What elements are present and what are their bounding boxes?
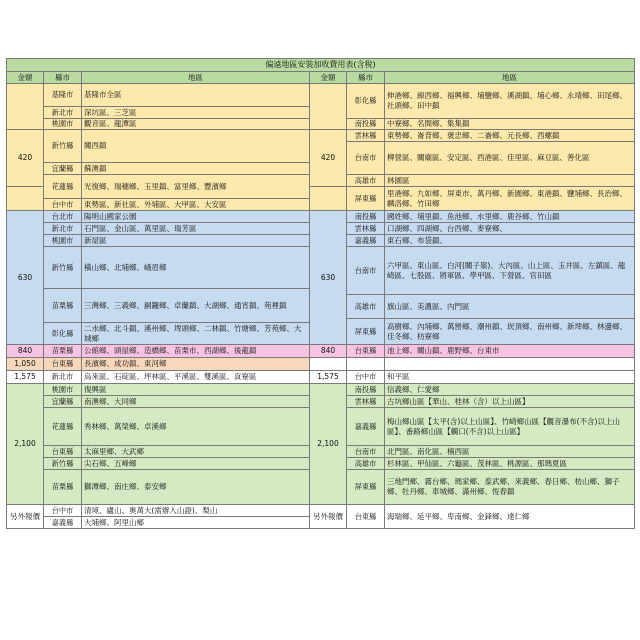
county-cell: 宜蘭縣 — [44, 163, 82, 175]
county-cell: 高雄市 — [347, 295, 385, 319]
area-cell: 太麻里鄉、大武鄉 — [82, 446, 310, 458]
county-cell: 花蓮縣 — [44, 175, 82, 199]
county-cell: 嘉義縣 — [347, 408, 385, 446]
area-cell: 基隆市全區 — [82, 84, 310, 107]
header-amount-right: 金額 — [310, 72, 347, 84]
area-cell: 北門區、南化區、楠西區 — [385, 446, 635, 458]
county-cell: 彰化縣 — [44, 323, 82, 345]
county-cell: 台中市 — [347, 371, 385, 384]
amount-cell: 另外報價 — [310, 505, 347, 529]
county-cell: 苗栗縣 — [44, 345, 82, 358]
county-cell: 台中市 — [44, 199, 82, 211]
area-cell: 林園區 — [385, 175, 635, 187]
county-cell: 雲林縣 — [347, 396, 385, 408]
area-cell: 烏來區、石碇區、坪林區、平溪區、雙溪區、貢寮區 — [82, 371, 310, 384]
amount-cell: 420 — [7, 130, 44, 187]
area-cell: 清境、廬山、奧萬大(需辦入山證)、梨山 — [82, 505, 310, 517]
county-cell: 台東縣 — [44, 446, 82, 458]
table-title: 偏遠地區安裝加收費用表(含稅) — [7, 59, 635, 72]
area-cell: 長濱鄉、成功鎮、東河鄉 — [82, 358, 310, 371]
amount-420-right-top — [310, 84, 347, 130]
area-cell: 杉林區、甲仙區、六龜區、茂林區、桃源區、那瑪夏區 — [385, 458, 635, 470]
county-cell: 台中市 — [44, 505, 82, 517]
area-cell: 蘇澳鎮 — [82, 163, 310, 175]
county-cell: 桃園市 — [44, 235, 82, 247]
header-county-left: 縣市 — [44, 72, 82, 84]
area-cell: 關西鎮 — [82, 130, 310, 163]
header-county-right: 縣市 — [347, 72, 385, 84]
county-cell: 宜蘭縣 — [44, 396, 82, 408]
county-cell: 屏東縣 — [347, 470, 385, 505]
area-cell: 伸港鄉、線西鄉、福興鄉、埔鹽鄉、溪湖鎮、埔心鄉、永靖鄉、田尾鄉、社頭鄉、田中鎮 — [385, 84, 635, 119]
area-cell: 里港鄉、九如鄉、屏東市、萬丹鄉、新園鄉、東港鎮、鹽埔鄉、長治鄉、麟洛鄉、竹田鄉 — [385, 187, 635, 211]
area-cell: 海瑞鄉、延平鄉、卑南鄉、金鋒鄉、達仁鄉 — [385, 505, 635, 529]
county-cell: 高雄市 — [347, 458, 385, 470]
county-cell: 南投縣 — [347, 119, 385, 130]
empty-cell — [310, 358, 347, 371]
amount-cell: 840 — [310, 345, 347, 358]
county-cell: 花蓮縣 — [44, 408, 82, 446]
area-cell: 橫山鄉、北埔鄉、峨眉鄉 — [82, 247, 310, 289]
amount-cell: 630 — [310, 211, 347, 345]
county-cell: 苗栗縣 — [44, 289, 82, 323]
area-cell: 復興區 — [82, 384, 310, 396]
county-cell: 嘉義縣 — [44, 517, 82, 529]
county-cell: 高雄市 — [347, 175, 385, 187]
empty-cell — [347, 358, 385, 371]
county-cell: 新竹縣 — [44, 247, 82, 289]
county-cell: 台南市 — [347, 142, 385, 175]
amount-cell: 1,575 — [310, 371, 347, 384]
county-cell: 南投縣 — [347, 384, 385, 396]
county-cell: 新北市 — [44, 223, 82, 235]
county-cell: 台南市 — [347, 247, 385, 295]
area-cell: 高樹鄉、內埔鄉、萬巒鄉、潮州鎮、崁頂鄉、南州鄉、新埤鄉、林邊鄉、佳冬鄉、枋寮鄉 — [385, 319, 635, 345]
county-cell: 台東縣 — [347, 505, 385, 529]
area-cell: 口湖鄉、四湖鄉、台西鄉、麥寮鄉、 — [385, 223, 635, 235]
amount-cell: 630 — [7, 211, 44, 345]
area-cell: 大埔鄉、阿里山鄉 — [82, 517, 310, 529]
county-cell: 嘉義縣 — [347, 235, 385, 247]
amount-420-left-bottom — [7, 187, 44, 211]
amount-cell: 另外報價 — [7, 505, 44, 529]
amount-420-left-top — [7, 84, 44, 130]
county-cell: 桃園市 — [44, 119, 82, 130]
area-cell: 觀音區、龍潭區 — [82, 119, 310, 130]
county-cell: 新竹縣 — [44, 458, 82, 470]
county-cell: 桃園市 — [44, 384, 82, 396]
area-cell: 信義鄉、仁愛鄉 — [385, 384, 635, 396]
area-cell: 三灣鄉、三義鄉、銅鑼鄉、卓蘭鎮、大湖鄉、通宵鎮、苑裡鎮 — [82, 289, 310, 323]
area-cell: 柳營區、關廟區、安定區、西港區、佳里區、麻豆區、善化區 — [385, 142, 635, 175]
county-cell: 台南市 — [347, 446, 385, 458]
area-cell: 池上鄉、關山鎮、鹿野鄉、台東市 — [385, 345, 635, 358]
amount-cell: 840 — [7, 345, 44, 358]
area-cell: 梅山鄉山區【太平(含)以上山區】、竹崎鄉山區【觀音瀑布(不含)以上山區】、番路鄉山區【觸口(不含)以上山區】 — [385, 408, 635, 446]
county-cell: 新北市 — [44, 107, 82, 119]
area-cell: 東勢鄉、崙背鄉、褒忠鄉、二崙鄉、元長鄉、西螺鎮 — [385, 130, 635, 142]
amount-cell: 2,100 — [7, 384, 44, 505]
area-cell: 公館鄉、頭屋鄉、造橋鄉、苗栗市、西湖鄉、後龍鎮 — [82, 345, 310, 358]
area-cell: 秀林鄉、萬榮鄉、卓溪鄉 — [82, 408, 310, 446]
county-cell: 基隆市 — [44, 84, 82, 107]
amount-cell: 1,050 — [7, 358, 44, 371]
area-cell: 二水鄉、北斗鎮、溪州鄉、埤頭鄉、二林鎮、竹塘鄉、芳苑鄉、大城鄉 — [82, 323, 310, 345]
area-cell: 三地門鄉、霧台鄉、瑪家鄉、泰武鄉、來義鄉、春日鄉、枋山鄉、獅子鄉、牡丹鄉、車城鄉、滿州鄉、恆春鎮 — [385, 470, 635, 505]
county-cell: 南投縣 — [347, 211, 385, 223]
area-cell: 六甲區、東山區、白河(關子嶺)、大內區、山上區、玉井區、左鎮區、龍崎區、七股區、將軍區、學甲區、下營區、官田區 — [385, 247, 635, 295]
county-cell: 新北市 — [44, 371, 82, 384]
amount-cell: 420 — [310, 130, 347, 187]
amount-420-right-bottom — [310, 187, 347, 211]
header-area-left: 地區 — [82, 72, 310, 84]
area-cell: 旗山區、美濃區、內門區 — [385, 295, 635, 319]
county-cell: 雲林縣 — [347, 130, 385, 142]
area-cell: 陽明山國家公園 — [82, 211, 310, 223]
area-cell: 東石鄉、布袋鎮、 — [385, 235, 635, 247]
county-cell: 台東縣 — [347, 345, 385, 358]
area-cell: 中寮鄉、名間鄉、集集鎮 — [385, 119, 635, 130]
area-cell: 東勢區、新社區、外埔區、大甲區、大安區 — [82, 199, 310, 211]
area-cell: 光復鄉、瑞穗鄉、玉里鎮、富里鄉、豐濱鄉 — [82, 175, 310, 199]
amount-cell: 1,575 — [7, 371, 44, 384]
amount-cell: 2,100 — [310, 384, 347, 505]
county-cell: 屏東縣 — [347, 319, 385, 345]
area-cell: 國姓鄉、埔里鎮、魚池鄉、水里鄉、鹿谷鄉、竹山鎮 — [385, 211, 635, 223]
header-area-right: 地區 — [385, 72, 635, 84]
area-cell: 石門區、金山區、萬里區、瑞芳區 — [82, 223, 310, 235]
area-cell: 深坑區、三芝區 — [82, 107, 310, 119]
county-cell: 屏東縣 — [347, 187, 385, 211]
county-cell: 苗栗縣 — [44, 470, 82, 505]
area-cell: 尖石鄉、五峰鄉 — [82, 458, 310, 470]
county-cell: 新竹縣 — [44, 130, 82, 163]
area-cell: 新屋區 — [82, 235, 310, 247]
county-cell: 彰化縣 — [347, 84, 385, 119]
area-cell: 古坑鄉山區【華山、桂林（含）以上山區】 — [385, 396, 635, 408]
county-cell: 雲林縣 — [347, 223, 385, 235]
fee-table — [6, 58, 635, 529]
empty-cell — [385, 358, 635, 371]
county-cell: 台東縣 — [44, 358, 82, 371]
area-cell: 南澳鄉、大同鄉 — [82, 396, 310, 408]
county-cell: 台北市 — [44, 211, 82, 223]
header-amount-left: 金額 — [7, 72, 44, 84]
area-cell: 和平區 — [385, 371, 635, 384]
area-cell: 獅潭鄉、南庄鄉、泰安鄉 — [82, 470, 310, 505]
